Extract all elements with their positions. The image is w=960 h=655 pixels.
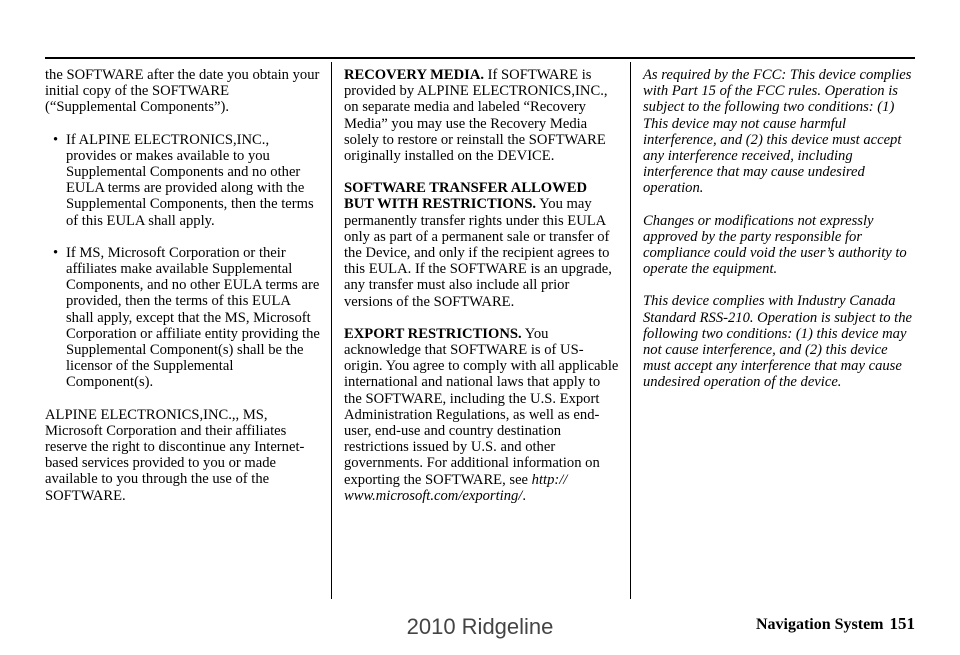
export-end: .: [522, 487, 527, 504]
page-number: 151: [889, 614, 915, 633]
supplemental-intro: the SOFTWARE after the date you obtain your initial copy of the SOFTWARE (“Supplemental Components”).: [45, 67, 320, 116]
discontinue-services-paragraph: ALPINE ELECTRONICS,INC.,, MS, Microsoft Corporation and their affiliates reserve the right to discontinue any Internet-based services provided to you or made available to you through the use of the SOFTWARE.: [45, 406, 305, 504]
bullet-alpine-supplemental: • If ALPINE ELECTRONICS,INC., provides or makes available to you Supplemental Components and no other EULA terms are provided along with the Supplemental Components, then the terms of this EULA shall apply.: [45, 132, 320, 229]
column-divider-left: [331, 62, 332, 599]
industry-canada-statement: This device complies with Industry Canada Standard RSS-210. Operation is subject to the following two conditions: (1) this device may not cause interference, and (2) this device must accept any interference that may cause undesired operation of the device.: [643, 293, 913, 391]
software-transfer-paragraph: [344, 180, 619, 310]
column-left: [45, 67, 320, 520]
software-transfer-body: You may permanently transfer rights under this EULA only as part of a permanent sale or transfer of the Device, and only if the recipient agrees to this EULA. If the SOFTWARE is an upgrade, any transfer must also include all prior versions of the SOFTWARE.: [344, 196, 612, 310]
recovery-media-heading: RECOVERY MEDIA.: [344, 67, 485, 83]
export-link[interactable]: http:// www.microsoft.com/exporting/: [344, 471, 568, 504]
header-rule: [45, 57, 915, 59]
export-restrictions-heading: EXPORT RESTRICTIONS.: [344, 325, 522, 342]
software-transfer-heading: SOFTWARE TRANSFER ALLOWED BUT WITH RESTRICTIONS.: [344, 180, 588, 213]
bullet-ms-supplemental: • If MS, Microsoft Corporation or their affiliates make available Supplemental Components, and no other EULA terms are provided, then the terms of this EULA shall apply, except that the MS, Microsoft Corporation or affiliate entity providing the Supplemental Component(s) shall be the licensor of the Supplemental Component(s).: [45, 245, 320, 391]
watermark-text: 2010 Ridgeline: [406, 614, 554, 639]
fcc-statement: As required by the FCC: This device complies with Part 15 of the FCC rules. Operation is subject to the following two conditions: (1) This device may not cause harmful interference, and (2) this device must accept any interference received, including interference that may cause undesired operation.: [643, 67, 912, 197]
section-title: Navigation System: [755, 616, 884, 633]
modifications-warning: Changes or modifications not expressly approved by the party responsible for compliance could void the user’s authority to operate the equipment.: [643, 212, 907, 278]
column-divider-right: [630, 62, 631, 599]
recovery-media-body: If SOFTWARE is provided by ALPINE ELECTRONICS,INC., on separate media and labeled “Recovery Media” you may use the Recovery Media solely to restore or reinstall the SOFTWARE originally installed on the DEVICE.: [344, 67, 608, 165]
export-restrictions-body: You acknowledge that SOFTWARE is of US-origin. You agree to comply with all applicable international and national laws that apply to the SOFTWARE, including the U.S. Export Administration Regulations, as well as end-user, end-use and country destination restrictions issued by U.S. and other governments. For additional information on exporting the SOFTWARE, see: [344, 325, 619, 488]
export-restrictions-paragraph: [344, 326, 619, 504]
recovery-media-paragraph: [344, 67, 619, 164]
column-right: [643, 67, 918, 407]
column-middle: [344, 67, 619, 520]
